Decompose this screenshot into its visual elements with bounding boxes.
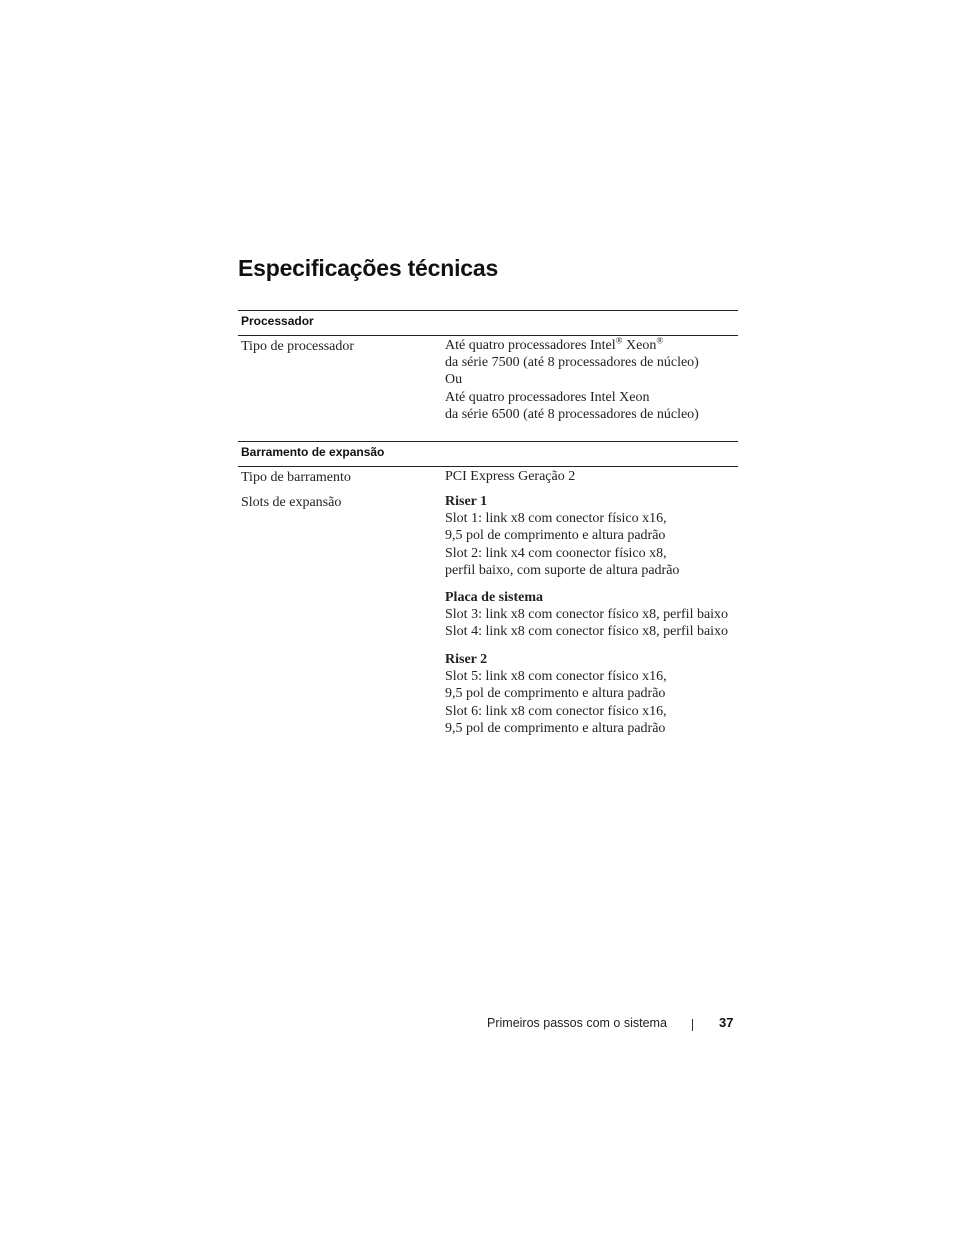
- row-value-tipo-de-barramento: [445, 468, 575, 485]
- page-number: 37: [719, 1015, 734, 1030]
- value-line: da série 6500 (até 8 processadores de núcleo): [445, 406, 699, 422]
- group-subheading: Riser 2: [445, 652, 488, 667]
- slot-group-placa-de-sistema: [445, 589, 728, 641]
- group-subheading: Placa de sistema: [445, 590, 543, 605]
- section-heading-processador: Processador: [241, 314, 314, 328]
- value-line: PCI Express Geração 2: [445, 469, 576, 484]
- value-line: da série 7500 (até 8 processadores de núcleo): [445, 355, 699, 371]
- row-label-slots-de-expansao: Slots de expansão: [241, 495, 342, 510]
- value-line: 9,5 pol de comprimento e altura padrão: [445, 686, 666, 702]
- slot-group-riser-2: [445, 651, 667, 737]
- value-line: perfil baixo, com suporte de altura padrão: [445, 562, 680, 578]
- page-title: Especificações técnicas: [238, 255, 499, 281]
- value-line: Ou: [445, 372, 463, 388]
- value-line: Slot 6: link x8 com conector físico x16,: [445, 703, 667, 719]
- group-subheading: Riser 1: [445, 494, 488, 509]
- footer-separator: [692, 1019, 693, 1031]
- section-heading-rule: [238, 466, 738, 467]
- section-top-rule: [238, 441, 738, 442]
- value-line: Slot 5: link x8 com conector físico x16,: [445, 669, 667, 685]
- value-line: 9,5 pol de comprimento e altura padrão: [445, 528, 666, 544]
- value-line: Até quatro processadores Intel Xeon: [445, 389, 650, 405]
- value-line: Slot 1: link x8 com conector físico x16,: [445, 511, 667, 527]
- row-label-tipo-de-barramento: Tipo de barramento: [241, 470, 351, 485]
- section-heading-barramento: Barramento de expansão: [241, 445, 385, 459]
- value-line: Até quatro processadores Intel® Xeon®: [445, 335, 664, 353]
- row-value-tipo-de-processador: [445, 337, 699, 423]
- value-line: Slot 3: link x8 com conector físico x8, perfil baixo: [445, 607, 729, 623]
- footer-chapter-title: Primeiros passos com o sistema: [487, 1016, 667, 1030]
- value-line: 9,5 pol de comprimento e altura padrão: [445, 720, 666, 736]
- value-line: Slot 4: link x8 com conector físico x8, perfil baixo: [445, 624, 729, 640]
- value-line: Slot 2: link x4 com coonector físico x8,: [445, 545, 667, 561]
- table-top-rule: [238, 310, 738, 311]
- slot-group-riser-1: [445, 493, 679, 579]
- row-label-tipo-de-processador: Tipo de processador: [241, 339, 355, 354]
- registered-mark: ®: [656, 335, 664, 346]
- registered-mark: ®: [615, 335, 623, 346]
